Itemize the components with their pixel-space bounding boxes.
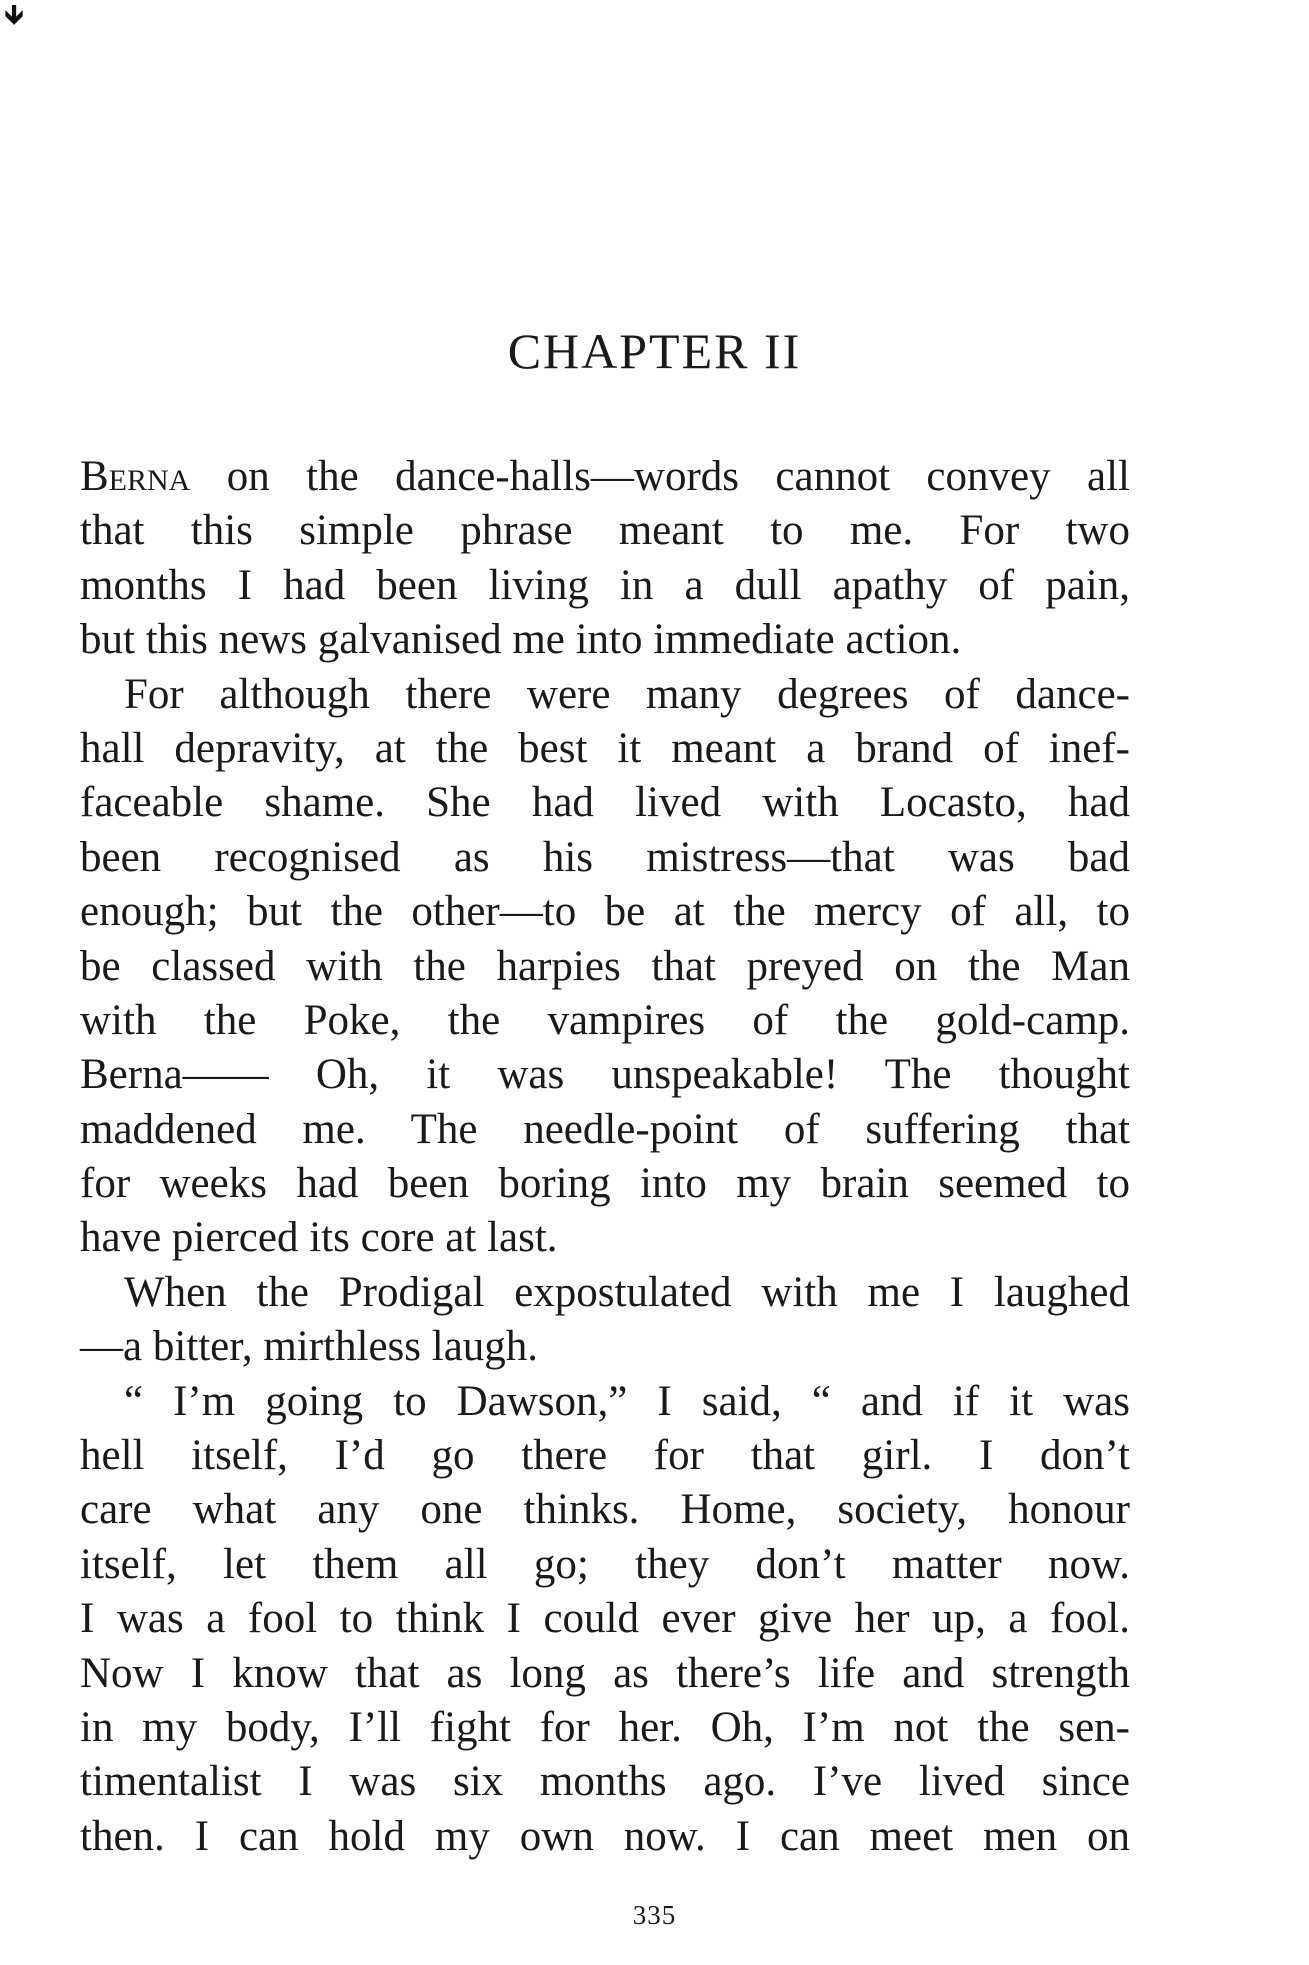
text-line: maddened me. The needle-point of suffering that [80, 1105, 1130, 1153]
text-line: faceable shame. She had lived with Locasto, had [80, 779, 1130, 827]
text-line: I was a fool to think I could ever give her up, a fool. [80, 1595, 1130, 1643]
text-line: been recognised as his mistress—that was bad [80, 833, 1130, 881]
chapter-title: CHAPTER II [507, 323, 802, 379]
text-line: Now I know that as long as there’s life and strength [80, 1649, 1130, 1697]
lead-word: Berna [80, 453, 191, 500]
text-line: be classed with the harpies that preyed on the Man [80, 942, 1130, 990]
page-number: 335 [632, 1900, 677, 1930]
text-line: then. I can hold my own now. I can meet men on [80, 1812, 1130, 1860]
text-line: “ I’m going to Dawson,” I said, “ and if it was [124, 1377, 1130, 1425]
text-line: itself, let them all go; they don’t matter now. [80, 1540, 1130, 1588]
text-line: but this news galvanised me into immediate action. [80, 616, 962, 664]
text-line: For although there were many degrees of dance- [124, 670, 1130, 718]
text-line: that this simple phrase meant to me. For two [80, 507, 1130, 555]
text-line: Berna—— Oh, it was unspeakable! The thought [80, 1051, 1130, 1099]
corner-mark: 🡻 [4, 0, 25, 31]
text-line: When the Prodigal expostulated with me I laughed [124, 1268, 1130, 1316]
text-line: hall depravity, at the best it meant a brand of inef- [80, 724, 1130, 772]
text-line: in my body, I’ll fight for her. Oh, I’m not the sen- [80, 1703, 1130, 1751]
text-line: months I had been living in a dull apathy of pain, [80, 561, 1130, 609]
text-line: care what any one thinks. Home, society, honour [80, 1486, 1130, 1534]
body-text [80, 450, 1130, 1864]
text-line: —a bitter, mirthless laugh. [80, 1323, 539, 1371]
text-line: timentalist I was six months ago. I’ve lived since [80, 1758, 1130, 1806]
text-line: for weeks had been boring into my brain seemed to [80, 1160, 1130, 1208]
text-line: have pierced its core at last. [80, 1214, 558, 1262]
text-line: with the Poke, the vampires of the gold-camp. [80, 996, 1130, 1044]
text-line: Berna on the dance-halls—words cannot convey all [80, 453, 1130, 500]
text-line: enough; but the other—to be at the mercy of all, to [80, 888, 1130, 936]
text-line: hell itself, I’d go there for that girl. I don’t [80, 1432, 1130, 1480]
